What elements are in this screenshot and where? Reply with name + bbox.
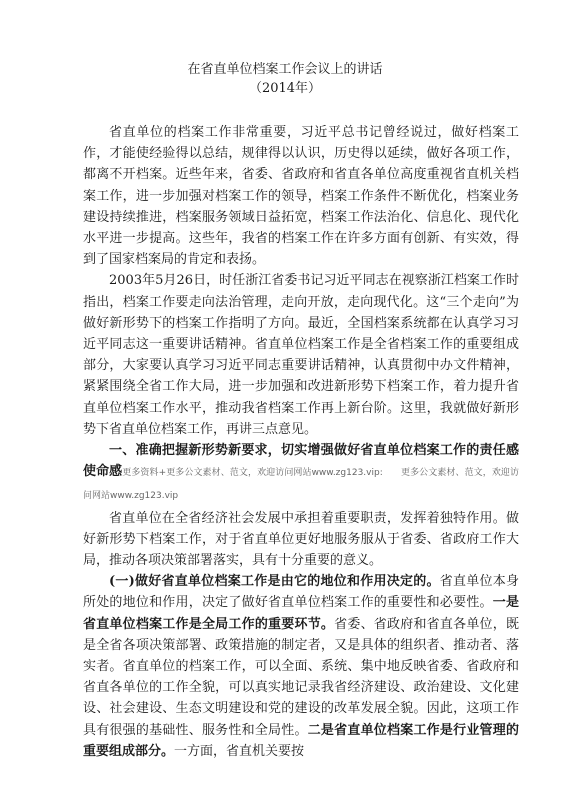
section-heading-1 <box>83 440 519 508</box>
paragraph-4-text-3: 一方面，省直机关要按 <box>174 743 305 759</box>
paragraph-4 <box>83 571 519 762</box>
paragraph-1: 省直单位的档案工作非常重要，习近平总书记曾经说过，做好档案工作，才能使经验得以总结，规律得以认识，历史得以延续，做好各项工作，都离不开档案。近些年来，省委、省政府和省直各单位高度重视省直机关档案工作，进一步加强对档案工作的领导，档案工作条件不断优化，档案业务建设持续推进，档案服务领域日益拓宽，档案工作法治化、信息化、现代化水平进一步提高。这些年，我省的档案工作在许多方面有创新、有实效，得到了国家档案局的肯定和表扬。 <box>83 125 519 268</box>
advertisement-text: 更多资料+更多公文素材、范文，欢迎访问网站www.zg123.vip: 更多公文素材、范文，欢迎访问网站www.zg123.vip <box>83 468 519 502</box>
paragraph-4-point-1: 一是省直单位档案工作是全局工作的重要环节。 <box>83 595 519 632</box>
document-body <box>83 122 519 762</box>
document-title: 在省直单位档案工作会议上的讲话 <box>187 62 383 77</box>
section-heading-1-text: 一、准确把握新形势新要求，切实增强做好省直单位档案工作的责任感使命感 <box>83 443 519 480</box>
paragraph-4-text-2: 省委、省政府和省直各单位，既是全省各项决策部署、政策措施的制定者，又是具体的组织者、推动者、落实者。省直单位的档案工作，可以全面、系统、集中地反映省委、省政府和省直各单位的工作全貌，可以真实地记录我省经济建设、政治建设、文化建设、社会建设、生态文明建设和党的建设的改革发展全貌。因此，这项工作具有很强的基础性、服务性和全局性。 <box>83 616 519 738</box>
paragraph-4-text-1: 省直单位本身所处的地位和作用，决定了做好省直单位档案工作的重要性和必要性。 <box>83 574 519 611</box>
paragraph-2: 2003年5月26日，时任浙江省委书记习近平同志在视察浙江档案工作时指出，档案工作要走向法治管理，走向开放，走向现代化。这“三个走向”为做好新形势下的档案工作指明了方向。最近，全国档案系统都在认真学习习近平同志这一重要讲话精神。省直单位档案工作是全省档案工作的重要组成部分，大家要认真学习习近平同志重要讲话精神，认真贯彻中办文件精神，紧紧围绕全省工作大局，进一步加强和改进新形势下档案工作，着力提升省直单位档案工作水平，推动我省档案工作再上新台阶。这里，我就做好新形势下省直单位档案工作，再讲三点意见。 <box>83 273 519 437</box>
paragraph-4-heading: (一)做好省直单位档案工作是由它的地位和作用决定的。 <box>109 574 440 590</box>
document-year: （2014年） <box>248 81 322 96</box>
paragraph-3: 省直单位在全省经济社会发展中承担着重要职责，发挥着独特作用。做好新形势下档案工作，对于省直单位更好地服务服从于省委、省政府工作大局，推动各项决策部署落实，具有十分重要的意义。 <box>83 510 519 569</box>
paragraph-4-point-2: 二是省直单位档案工作是行业管理的重要组成部分。 <box>83 722 519 759</box>
